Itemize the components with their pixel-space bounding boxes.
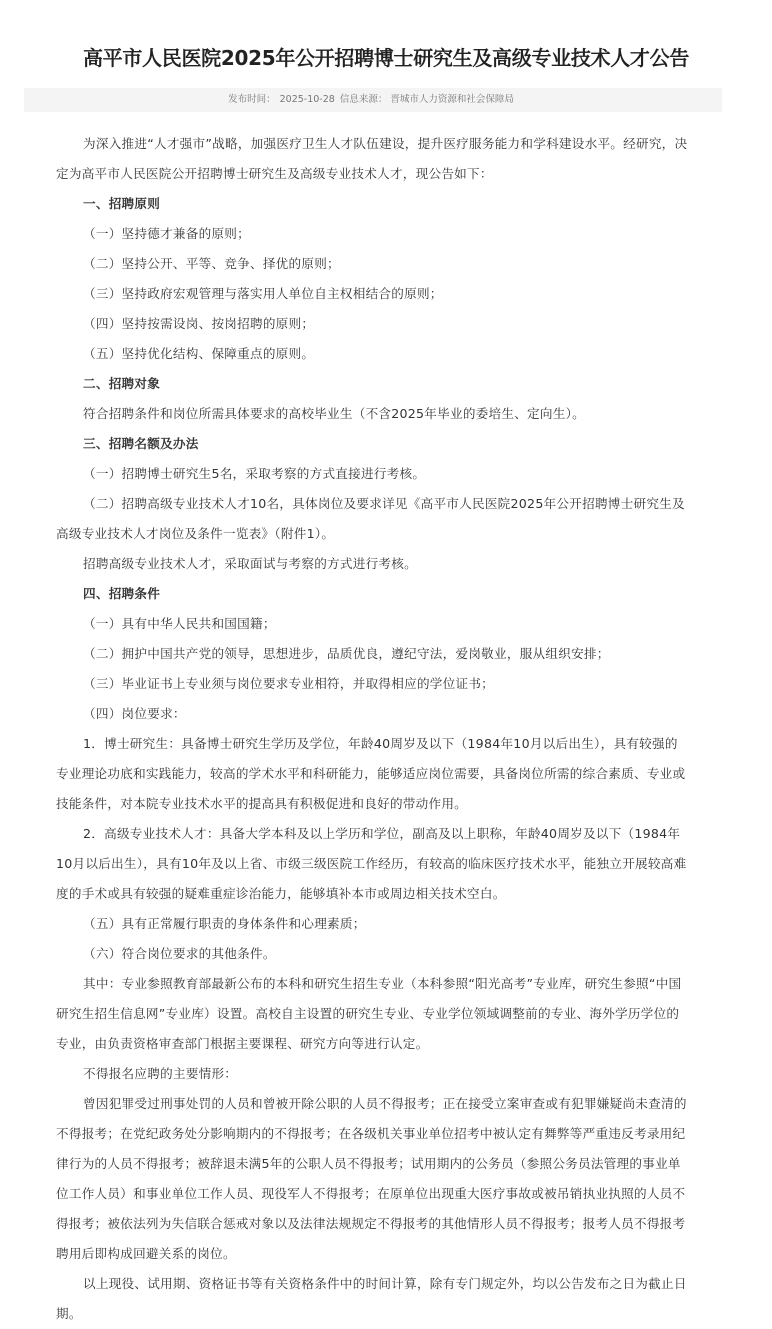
list-item: （二）拥护中国共产党的领导，思想进步，品质优良，遵纪守法，爱岗敬业，服从组织安排； — [83, 646, 610, 661]
list-item: （二）坚持公开、平等、竞争、择优的原则； — [83, 256, 340, 271]
paragraph: 不得报名应聘的主要情形： — [83, 1066, 238, 1081]
publish-date: 2025-10-28 — [279, 94, 335, 105]
list-item: （五）坚持优化结构、保障重点的原则。 — [83, 346, 315, 361]
publish-date-label: 发布时间： — [228, 94, 276, 105]
paragraph: 曾因犯罪受过刑事处罚的人员和曾被开除公职的人员不得报考；正在接受立案审查或有犯罪嫌疑尚未查清的不得报考；在党纪政务处分影响期内的不得报考；在各级机关事业单位招考中被认定有舞弊等严重违反考录用纪律行为的人员不得报考；被辞退未满5年的公职人员不得报考；试用期内的公务员（参照公务员法管理的事业单位工作人员）和事业单位工作人员、现役军人不得报考；在原单位出现重大医疗事故或被吊销执业执照的人员不得报考；被依法列为失信联合惩戒对象以及法律法规规定不得报考的其他情形人员不得报考；报考人员不得报考聘用后即构成回避关系的岗位。 — [56, 1096, 687, 1261]
list-item: 1．博士研究生：具备博士研究生学历及学位，年龄40周岁及以下（1984年10月以后出生），具有较强的专业理论功底和实践能力，较高的学术水平和科研能力，能够适应岗位需要，具备岗位所需的综合素质、专业或技能条件，对本院专业技术水平的提高具有积极促进和良好的带动作用。 — [56, 736, 686, 811]
section-heading: 三、招聘名额及办法 — [83, 436, 199, 451]
list-item: （三）毕业证书上专业须与岗位要求专业相符，并取得相应的学位证书； — [83, 676, 494, 691]
paragraph: 招聘高级专业技术人才，采取面试与考察的方式进行考核。 — [83, 556, 417, 571]
paragraph: 以上现役、试用期、资格证书等有关资格条件中的时间计算，除有专门规定外，均以公告发布之日为截止日期。 — [56, 1276, 687, 1321]
list-item: （一）具有中华人民共和国国籍； — [83, 616, 276, 631]
list-item: （二）招聘高级专业技术人才10名，具体岗位及要求详见《高平市人民医院2025年公开招聘博士研究生及高级专业技术人才岗位及条件一览表》（附件1）。 — [56, 496, 685, 541]
list-item: 2．高级专业技术人才：具备大学本科及以上学历和学位，副高及以上职称，年龄40周岁及以下（1984年10月以后出生），具有10年及以上省、市级三级医院工作经历，有较高的临床医疗技术水平，能独立开展较高难度的手术或具有较强的疑难重症诊治能力，能够填补本市或周边相关技术空白。 — [56, 826, 687, 901]
list-item: （一）招聘博士研究生5名，采取考察的方式直接进行考核。 — [83, 466, 426, 481]
list-item: （四）坚持按需设岗、按岗招聘的原则； — [83, 316, 315, 331]
source-name: 晋城市人力资源和社会保障局 — [390, 94, 514, 105]
intro-paragraph: 为深入推进“人才强市”战略，加强医疗卫生人才队伍建设，提升医疗服务能力和学科建设水平。经研究，决定为高平市人民医院公开招聘博士研究生及高级专业技术人才，现公告如下： — [56, 136, 688, 181]
section-heading: 一、招聘原则 — [83, 196, 161, 211]
section-heading: 四、招聘条件 — [83, 586, 161, 601]
list-item: （三）坚持政府宏观管理与落实用人单位自主权相结合的原则； — [83, 286, 443, 301]
list-item: （一）坚持德才兼备的原则； — [83, 226, 250, 241]
paragraph: 符合招聘条件和岗位所需具体要求的高校毕业生（不含2025年毕业的委培生、定向生）。 — [83, 406, 585, 421]
list-item: （六）符合岗位要求的其他条件。 — [83, 946, 276, 961]
article-meta-bar — [24, 88, 722, 112]
list-item: （五）具有正常履行职责的身体条件和心理素质； — [83, 916, 366, 931]
source-label: 信息来源： — [339, 94, 388, 105]
list-item: （四）岗位要求： — [83, 706, 186, 721]
article-body — [56, 129, 690, 1329]
paragraph: 其中：专业参照教育部最新公布的本科和研究生招生专业（本科参照“阳光高考”专业库，研究生参照“中国研究生招生信息网”专业库）设置。高校自主设置的研究生专业、专业学位领域调整前的专业、海外学历学位的专业，由负责资格审查部门根据主要课程、研究方向等进行认定。 — [56, 976, 682, 1051]
page-title: 高平市人民医院2025年公开招聘博士研究生及高级专业技术人才公告 — [82, 46, 690, 71]
section-heading: 二、招聘对象 — [83, 376, 161, 391]
